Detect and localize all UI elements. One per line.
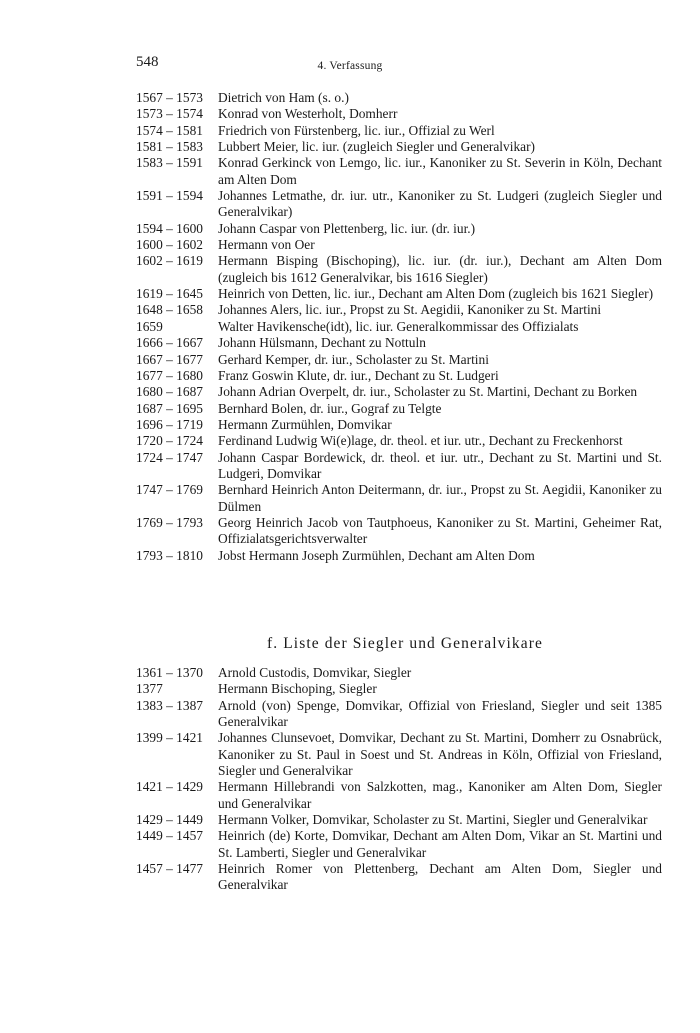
list-item — [136, 384, 662, 400]
list-item — [136, 286, 662, 302]
entry-text: Hermann von Oer — [218, 237, 315, 253]
entry-text: Gerhard Kemper, dr. iur., Scholaster zu St. Martini — [218, 351, 489, 367]
entry-years: 1377 — [136, 681, 163, 697]
list-item — [136, 450, 662, 483]
entry-text: Friedrich von Fürstenberg, lic. iur., Offizial zu Werl — [218, 122, 495, 138]
entry-text: Jobst Hermann Joseph Zurmühlen, Dechant am Alten Dom — [218, 547, 535, 563]
entry-text: Bernhard Bolen, dr. iur., Gograf zu Telgte — [218, 400, 442, 416]
entry-text: Hermann Hillebrandi von Salzkotten, mag., Kanoniker am Alten Dom, Siegler und Generalvikar — [218, 779, 662, 811]
list-item — [136, 237, 662, 253]
entry-years: 1619 – 1645 — [136, 286, 203, 302]
list-item — [136, 482, 662, 515]
entry-text: Arnold (von) Spenge, Domvikar, Offizial von Friesland, Siegler und seit 1385 Generalvikar — [218, 697, 662, 730]
entry-years: 1724 – 1747 — [136, 449, 203, 465]
entry-text: Heinrich (de) Korte, Domvikar, Dechant am Alten Dom, Vikar an St. Martini und St. Lamberti, Siegler und Generalvikar — [218, 828, 662, 860]
entry-text: Johannes Clunsevoet, Domvikar, Dechant zu St. Martini, Domherr zu Osnabrück, Kanoniker zu St. Paul in Soest und St. Andreas in Köln, Offizial von Friesland, Siegler und Generalvikar — [218, 730, 662, 779]
entry-years: 1361 – 1370 — [136, 665, 203, 680]
entry-text: Johann Hülsmann, Dechant zu Nottuln — [218, 335, 426, 351]
entry-text: Johann Caspar Bordewick, dr. theol. et iur. utr., Dechant zu St. Martini und St. Ludgeri, Domvikar — [218, 449, 662, 481]
list-item — [136, 548, 662, 564]
entry-text: Dietrich von Ham (s. o.) — [218, 90, 349, 105]
list-item — [136, 812, 662, 828]
entry-years: 1581 – 1583 — [136, 139, 203, 155]
entry-text: Johann Caspar von Plettenberg, lic. iur. (dr. iur.) — [218, 220, 476, 236]
entry-text: Johann Adrian Overpelt, dr. iur., Scholaster zu St. Martini, Dechant zu Borken — [218, 384, 638, 400]
entry-years: 1573 – 1574 — [136, 106, 203, 122]
entry-years: 1769 – 1793 — [136, 514, 203, 530]
entry-years: 1747 – 1769 — [136, 482, 203, 498]
running-head: 4. Verfassung — [317, 60, 383, 72]
entry-years: 1659 — [136, 318, 163, 334]
list-item — [136, 698, 662, 731]
entry-years: 1457 – 1477 — [136, 861, 203, 877]
entry-text: Georg Heinrich Jacob von Tautphoeus, Kanoniker zu St. Martini, Geheimer Rat, Offizialatsgerichtsverwalter — [218, 514, 662, 547]
sigillers-list — [136, 665, 662, 894]
list-item — [136, 302, 662, 318]
entry-text: Lubbert Meier, lic. iur. (zugleich Siegler und Generalvikar) — [218, 139, 536, 155]
list-item — [136, 417, 662, 433]
entry-years: 1583 – 1591 — [136, 155, 203, 171]
entry-years: 1574 – 1581 — [136, 122, 203, 138]
entry-years: 1600 – 1602 — [136, 237, 203, 253]
list-item — [136, 401, 662, 417]
list-item — [136, 221, 662, 237]
list-item — [136, 319, 662, 335]
page-number: 548 — [136, 54, 159, 70]
list-item — [136, 335, 662, 351]
list-item — [136, 90, 662, 106]
entry-years: 1383 – 1387 — [136, 697, 203, 713]
entry-years: 1594 – 1600 — [136, 220, 203, 236]
officials-list — [136, 90, 662, 564]
list-item — [136, 123, 662, 139]
list-item — [136, 433, 662, 449]
entry-years: 1793 – 1810 — [136, 547, 203, 563]
list-item — [136, 106, 662, 122]
entry-years: 1449 – 1457 — [136, 828, 203, 844]
list-item — [136, 155, 662, 188]
entry-years: 1421 – 1429 — [136, 779, 203, 795]
entry-text: Hermann Volker, Domvikar, Scholaster zu St. Martini, Siegler und Generalvikar — [218, 812, 648, 828]
list-item — [136, 368, 662, 384]
entry-text: Hermann Bischoping, Siegler — [218, 681, 377, 697]
section-heading: f. Liste der Siegler und Generalvikare — [267, 635, 543, 652]
entry-text: Heinrich von Detten, lic. iur., Dechant am Alten Dom (zugleich bis 1621 Siegler) — [218, 286, 654, 302]
entry-text: Franz Goswin Klute, dr. iur., Dechant zu St. Ludgeri — [218, 367, 499, 383]
entry-years: 1666 – 1667 — [136, 335, 203, 351]
entry-years: 1648 – 1658 — [136, 302, 203, 318]
list-item — [136, 730, 662, 779]
entry-text: Hermann Bisping (Bischoping), lic. iur. (dr. iur.), Dechant am Alten Dom (zugleich bis 1612 Generalvikar, bis 1616 Siegler) — [218, 253, 662, 285]
entry-text: Arnold Custodis, Domvikar, Siegler — [218, 665, 412, 680]
entry-years: 1429 – 1449 — [136, 812, 203, 828]
entry-years: 1720 – 1724 — [136, 433, 203, 449]
entry-text: Walter Havikensche(idt), lic. iur. Generalkommissar des Offizialats — [218, 318, 579, 334]
list-item — [136, 188, 662, 221]
entry-years: 1399 – 1421 — [136, 730, 203, 746]
entry-text: Konrad von Westerholt, Domherr — [218, 106, 398, 122]
entry-text: Heinrich Romer von Plettenberg, Dechant am Alten Dom, Siegler und Generalvikar — [218, 861, 662, 893]
entry-text: Konrad Gerkinck von Lemgo, lic. iur., Kanoniker zu St. Severin in Köln, Dechant am Alten Dom — [218, 155, 662, 187]
entry-years: 1602 – 1619 — [136, 253, 203, 269]
list-item — [136, 779, 662, 812]
list-item — [136, 515, 662, 548]
entry-years: 1680 – 1687 — [136, 384, 203, 400]
entry-years: 1677 – 1680 — [136, 367, 203, 383]
list-item — [136, 681, 662, 697]
list-item — [136, 352, 662, 368]
list-item — [136, 139, 662, 155]
entry-text: Ferdinand Ludwig Wi(e)lage, dr. theol. et iur. utr., Dechant zu Freckenhorst — [218, 433, 623, 449]
entry-text: Johannes Letmathe, dr. iur. utr., Kanoniker zu St. Ludgeri (zugleich Siegler und Generalvikar) — [218, 188, 662, 220]
entry-years: 1696 – 1719 — [136, 416, 203, 432]
list-item — [136, 665, 662, 681]
entry-years: 1567 – 1573 — [136, 90, 203, 105]
entry-text: Johannes Alers, lic. iur., Propst zu St. Aegidii, Kanoniker zu St. Martini — [218, 302, 602, 318]
entry-years: 1667 – 1677 — [136, 351, 203, 367]
list-item — [136, 253, 662, 286]
list-item — [136, 828, 662, 861]
entry-text: Bernhard Heinrich Anton Deitermann, dr. iur., Propst zu St. Aegidii, Kanoniker zu Dülmen — [218, 482, 662, 514]
list-item — [136, 861, 662, 894]
entry-text: Hermann Zurmühlen, Domvikar — [218, 416, 392, 432]
entry-years: 1687 – 1695 — [136, 400, 203, 416]
entry-years: 1591 – 1594 — [136, 188, 203, 204]
